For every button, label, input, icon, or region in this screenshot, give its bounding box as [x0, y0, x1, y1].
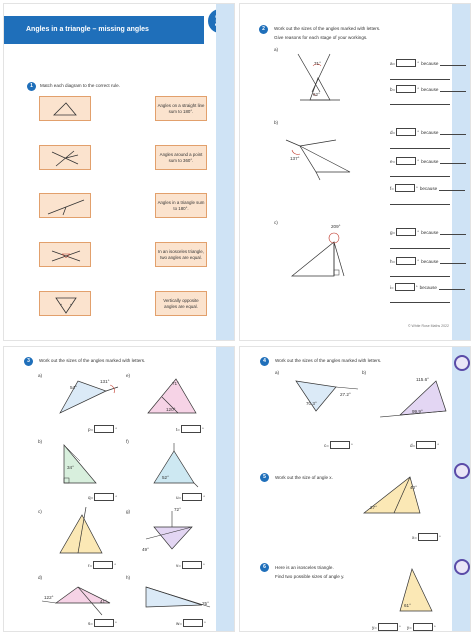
degree-sign: °: [114, 562, 117, 568]
sheet-question-3: [3, 346, 235, 632]
degree-sign: °: [417, 158, 420, 164]
rule-around-point[interactable]: Angles around a point sum to 360°.: [155, 145, 207, 170]
degree-sign: °: [417, 86, 420, 92]
sheet-question-1: [3, 3, 235, 341]
rule-straight-line[interactable]: Angles on a straight line sum to 180°.: [155, 96, 207, 121]
reason-line-f-2[interactable]: [390, 204, 450, 205]
answer-row-h: [390, 257, 466, 265]
part-label-2b: b): [274, 120, 279, 125]
angle-label-70-3: 70.3°: [306, 401, 317, 406]
degree-sign: °: [417, 229, 420, 235]
angle-label-71: 71°: [314, 61, 321, 66]
answer-box-s[interactable]: [94, 619, 114, 627]
part-label-3a: a): [38, 373, 43, 378]
var-x: x: [412, 534, 415, 540]
question-2-prompt: Work out the sizes of the angles marked with letters.: [274, 26, 381, 31]
angle-label-25: 25°: [202, 601, 209, 606]
answer-row-q: [88, 493, 117, 501]
page-title: Angles in a triangle – missing angles: [26, 26, 149, 33]
answer-box-i[interactable]: [395, 283, 415, 291]
rule-isosceles[interactable]: In an isosceles triangle, two angles are equal.: [155, 242, 207, 267]
answer-row-g: [390, 228, 466, 236]
var-p: p: [88, 426, 91, 432]
degree-sign: °: [204, 620, 206, 626]
vertically-opposite-diagram: [40, 243, 92, 268]
question-4-prompt: Work out the sizes of the angles marked with letters.: [275, 358, 382, 363]
part-label-3c: c): [38, 509, 42, 514]
angle-label-115-6: 115.6°: [416, 377, 429, 382]
question-number-3: 3: [24, 357, 33, 366]
angle-label-137: 137°: [290, 156, 300, 161]
answer-row-a: [390, 59, 466, 67]
diagram-6: [396, 565, 436, 615]
var-y: y: [372, 624, 375, 630]
equals-sign: =: [391, 185, 394, 191]
part-label-3f: f): [126, 439, 129, 444]
reason-line-a[interactable]: [440, 61, 466, 66]
diagram-3a: [52, 377, 122, 417]
angle-label-61: 61°: [404, 603, 411, 608]
answer-box-d4[interactable]: [416, 441, 436, 449]
var-d4: d: [410, 442, 413, 448]
angle-label-62: 62°: [313, 92, 320, 97]
diagram-3g: [144, 509, 204, 553]
var-h: h: [390, 258, 393, 264]
part-label-3h: h): [126, 575, 131, 580]
degree-sign: °: [398, 624, 401, 630]
equals-sign: =: [178, 562, 181, 568]
reason-line-a-2[interactable]: [390, 79, 450, 80]
degree-sign: °: [438, 534, 441, 540]
rule-vertically-opposite[interactable]: Vertically opposite angles are equal.: [155, 291, 207, 316]
answer-row-t: [176, 425, 204, 433]
reason-line-d-2[interactable]: [390, 148, 450, 149]
side-stripe: [452, 347, 470, 631]
var-e: e: [390, 158, 393, 164]
question-number-2: 2: [259, 25, 268, 34]
answer-box-t[interactable]: [181, 425, 201, 433]
question-number-6: 6: [260, 563, 269, 572]
answer-row-p: [88, 425, 117, 433]
part-label-2c: c): [274, 220, 278, 225]
diagram-3c: [56, 505, 106, 557]
part-label-3b: b): [38, 439, 43, 444]
answer-row-r: [88, 561, 116, 569]
answer-box-u[interactable]: [182, 493, 202, 501]
degree-sign: °: [415, 284, 418, 290]
equals-sign: =: [392, 60, 396, 66]
degree-sign: °: [417, 258, 420, 264]
angle-label-72: 72°: [174, 507, 181, 512]
bookmark-icon-3[interactable]: [454, 559, 470, 575]
reason-line-d[interactable]: [440, 130, 466, 135]
because-label: because: [421, 60, 439, 66]
var-d: d: [390, 129, 393, 135]
var-c: c: [324, 442, 327, 448]
answer-row-d: [390, 128, 466, 136]
diagram-4b: [376, 375, 450, 421]
reason-line-i[interactable]: [439, 285, 465, 290]
side-stripe: [216, 347, 234, 631]
var-r: r: [88, 562, 90, 568]
angle-label-122: 122°: [44, 595, 54, 600]
part-label-2a: a): [274, 47, 279, 52]
answer-box-x[interactable]: [418, 533, 438, 541]
equals-sign: =: [178, 494, 182, 500]
question-6-sub: Find two possible sizes of angle y.: [275, 574, 345, 579]
angle-label-34: 34°: [67, 465, 74, 470]
degree-sign: °: [433, 624, 436, 630]
var-w: w: [176, 620, 180, 626]
question-1-prompt: Match each diagram to the correct rule.: [40, 83, 120, 88]
var-t: t: [176, 426, 178, 432]
answer-box-v[interactable]: [182, 561, 202, 569]
answer-row-x: [412, 533, 441, 541]
degree-sign: °: [115, 426, 118, 432]
var-i: i: [390, 284, 392, 290]
because-label: because: [419, 284, 437, 290]
degree-sign: °: [201, 426, 204, 432]
degree-sign: °: [203, 494, 206, 500]
degree-sign: °: [417, 129, 420, 135]
var-u: u: [176, 494, 179, 500]
reason-line-b[interactable]: [440, 87, 466, 92]
var-v: v: [176, 562, 179, 568]
part-label-4b: b): [362, 370, 367, 375]
diagram-box-5[interactable]: [39, 291, 91, 316]
equals-sign: =: [392, 129, 396, 135]
equals-sign: =: [409, 624, 412, 630]
var-b: b: [390, 86, 393, 92]
answer-row-w: [176, 619, 206, 627]
answer-box-b[interactable]: [396, 85, 416, 93]
angle-label-27: 27°: [370, 505, 377, 510]
angle-label-27-2: 27.2°: [340, 392, 351, 397]
sheet-question-2: [239, 3, 471, 341]
answer-box-e[interactable]: [396, 157, 416, 165]
answer-box-g[interactable]: [396, 228, 416, 236]
degree-sign: °: [415, 185, 418, 191]
answer-box-y1[interactable]: [378, 623, 398, 631]
var-q: q: [88, 494, 91, 500]
part-label-3e: e): [126, 373, 131, 378]
diagram-5: [360, 473, 426, 517]
answer-row-v: [176, 561, 205, 569]
var-y-2: y: [406, 624, 410, 630]
diagram-3h: [140, 583, 214, 611]
equals-sign: =: [392, 86, 396, 92]
sheet-question-4-6: [239, 346, 471, 632]
reason-line-f[interactable]: [439, 186, 465, 191]
rule-triangle-sum[interactable]: Angles in a triangle sum to 180°.: [155, 193, 207, 218]
because-label: because: [421, 258, 439, 264]
diagram-box-2[interactable]: [39, 145, 91, 170]
because-label: because: [421, 86, 439, 92]
equals-sign: =: [89, 562, 93, 568]
reason-line-b-2[interactable]: [390, 104, 450, 105]
answer-box-p[interactable]: [94, 425, 114, 433]
question-6-prompt: Here is an isosceles triangle.: [275, 565, 334, 570]
diagram-box-4[interactable]: [39, 242, 91, 267]
answer-box-y2[interactable]: [413, 623, 433, 631]
degree-sign: °: [350, 442, 353, 448]
question-5-prompt: Work out the size of angle x.: [275, 475, 333, 480]
angle-label-40: 40°: [410, 485, 417, 490]
diagram-3b: [60, 441, 104, 487]
triangle-diagram: [40, 97, 92, 122]
diagram-3f: [150, 441, 200, 489]
reason-line-e[interactable]: [440, 159, 466, 164]
reason-line-h[interactable]: [440, 259, 466, 264]
bookmark-icon-1[interactable]: [454, 355, 470, 371]
equals-sign: =: [391, 284, 394, 290]
reason-line-g-2[interactable]: [390, 248, 450, 249]
equals-sign: =: [392, 229, 396, 235]
answer-box-f[interactable]: [395, 184, 415, 192]
degree-sign: °: [437, 442, 440, 448]
because-label: because: [421, 158, 439, 164]
question-3-prompt: Work out the sizes of the angles marked with letters.: [39, 358, 146, 363]
diagram-box-3[interactable]: [39, 193, 91, 218]
diagram-2c: [288, 226, 348, 282]
answer-box-c[interactable]: [330, 441, 350, 449]
equals-sign: =: [414, 534, 417, 540]
equals-sign: =: [90, 494, 94, 500]
part-label-4a: a): [275, 370, 280, 375]
angle-label-49: 49°: [142, 547, 149, 552]
because-label: because: [419, 185, 438, 191]
answer-box-q[interactable]: [94, 493, 114, 501]
degree-sign: °: [417, 60, 420, 66]
angle-label-71b: 71°: [172, 381, 179, 386]
angle-label-99-9: 99.9°: [412, 409, 423, 414]
equals-sign: =: [412, 442, 416, 448]
var-g: g: [390, 229, 393, 235]
question-number-5: 5: [260, 473, 269, 482]
answer-box-r[interactable]: [93, 561, 113, 569]
angle-label-131: 131°: [100, 379, 110, 384]
part-label-3g: g): [126, 509, 131, 514]
angle-label-54: 54°: [70, 385, 77, 390]
reason-line-g[interactable]: [440, 230, 466, 235]
equals-sign: =: [392, 158, 396, 164]
copyright-footer: © White Rose Maths 2022: [408, 324, 449, 328]
degree-sign: °: [115, 494, 118, 500]
answer-row-i: [390, 283, 465, 291]
straight-line-diagram: [40, 194, 92, 219]
equals-sign: =: [392, 258, 396, 264]
answer-row-b: [390, 85, 466, 93]
equals-sign: =: [326, 442, 329, 448]
answer-box-h[interactable]: [396, 257, 416, 265]
reason-line-i-2[interactable]: [390, 302, 450, 303]
question-2-sub: Give reasons for each stage of your workings.: [274, 35, 368, 40]
bookmark-icon-2[interactable]: [454, 463, 470, 479]
because-label: because: [421, 229, 439, 235]
var-s: s: [88, 620, 91, 626]
question-number-1: 1: [27, 82, 36, 91]
var-a: a: [390, 60, 393, 66]
answer-row-f: [390, 184, 465, 192]
degree-sign: °: [202, 562, 205, 568]
question-number-4: 4: [260, 357, 269, 366]
equals-sign: =: [90, 620, 93, 626]
angle-label-41: 41°: [100, 599, 107, 604]
answer-row-d4: [410, 441, 439, 449]
because-label: because: [421, 129, 439, 135]
reason-line-h-2[interactable]: [390, 276, 450, 277]
answer-box-d[interactable]: [396, 128, 416, 136]
answer-row-s: [88, 619, 117, 627]
angle-label-120: 120°: [166, 407, 176, 412]
diagram-4a: [292, 375, 362, 415]
answer-row-c: [324, 441, 353, 449]
var-f: f: [390, 185, 392, 191]
degree-sign: °: [114, 620, 117, 626]
answer-row-e: [390, 157, 466, 165]
answer-row-y: [372, 623, 436, 631]
crossing-lines-diagram: [40, 146, 92, 171]
diagram-box-1[interactable]: [39, 96, 91, 121]
isosceles-diagram: [40, 292, 92, 317]
equals-sign: =: [177, 426, 180, 432]
answer-box-w[interactable]: [183, 619, 203, 627]
equals-sign: =: [179, 620, 183, 626]
equals-sign: =: [90, 426, 94, 432]
angle-label-209: 209°: [331, 224, 341, 229]
answer-box-a[interactable]: [396, 59, 416, 67]
part-label-3d: d): [38, 575, 43, 580]
angle-label-52: 52°: [162, 475, 169, 480]
side-stripe: [216, 4, 234, 340]
equals-sign: =: [374, 624, 377, 630]
answer-row-u: [176, 493, 205, 501]
reason-line-e-2[interactable]: [390, 176, 450, 177]
